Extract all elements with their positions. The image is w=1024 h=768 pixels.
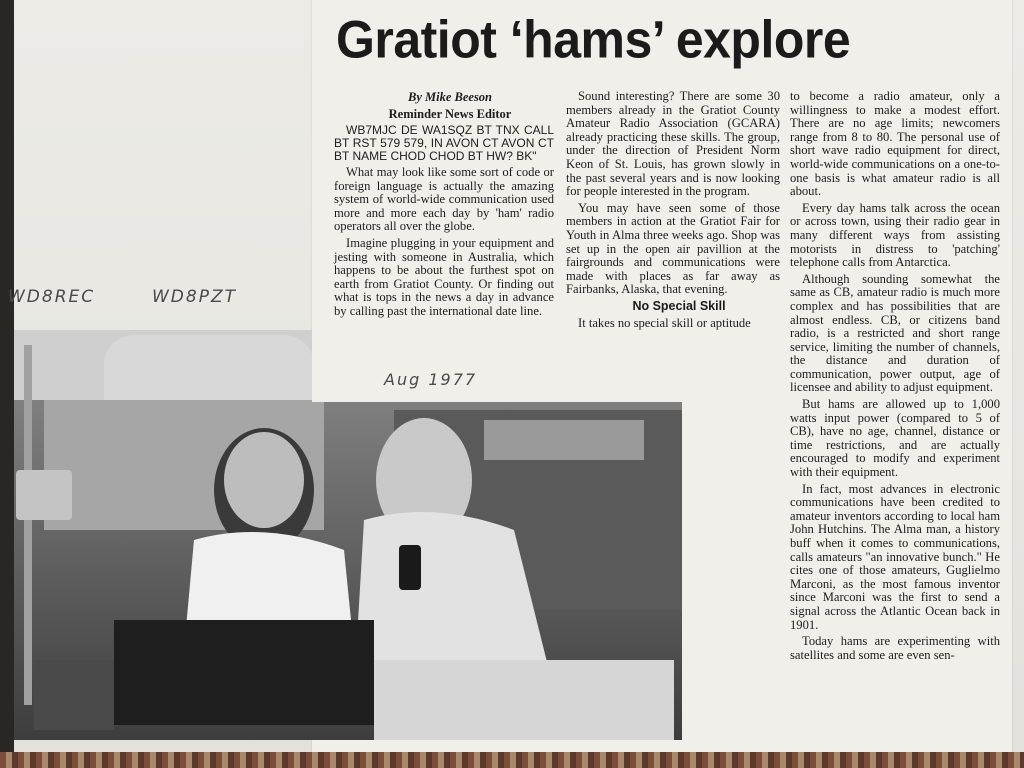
paragraph: You may have seen some of those members in action at the Gratiot Fair for Youth in Alma three weeks ago. Shop was set up in the open air pavillion at the fairgrounds and communications were made with places as far away as Fairbanks, Alaska, that evening. [566, 200, 780, 297]
paragraph: It takes no special skill or aptitude [578, 315, 751, 330]
paragraph: Today hams are experimenting with satellites and some are even sen- [790, 634, 1000, 662]
handwritten-callsign: WD8PZT [152, 287, 237, 307]
paragraph: Imagine plugging in your equipment and jesting with someone in Australia, which happens to be about the furthest spot on earth from Gratiot County. Or finding out what is tops in the news a day in advance by calling past the international date line. [334, 235, 554, 318]
handwritten-date: Aug 1977 [384, 370, 478, 389]
article-column-3 [790, 90, 1000, 665]
headline: Gratiot ‘hams’ explore [336, 10, 851, 70]
lede-code-text: WB7MJC DE WA1SQZ BT TNX CALL BT RST 579 579, IN AVON CT AVON CT BT NAME CHOD CHOD BT HW? BK" [334, 123, 554, 163]
article-column-2 [566, 90, 780, 333]
paragraph: What may look like some sort of code or foreign language is actually the amazing system of world-wide communication used more and more each day by 'ham' radio operators all over the globe. [334, 165, 554, 234]
photo-notch [312, 330, 682, 402]
subhead: No Special Skill [632, 298, 726, 313]
paragraph: Every day hams talk across the ocean or across town, using their radio gear in many different ways from assisting motorists in distress to 'patching' telephone calls from Antarctica. [790, 200, 1000, 270]
article-column-1 [334, 90, 554, 322]
paragraph: Sound interesting? There are some 30 members already in the Gratiot County Amateur Radio Association (GCARA) already practicing these skills. The group, under the direction of President Norm Keon of St. Louis, has grown slowly in the past several years and is now looking for people interested in the program. [566, 89, 780, 199]
binder-edge [0, 0, 14, 768]
table-surface [0, 752, 1024, 768]
byline: By Mike Beeson [407, 90, 493, 104]
paragraph: In fact, most advances in electronic communications have been credited to amateur inventors according to local ham John Hutchins. The Alma man, a history buff when it comes to communications, calls amateurs "an innovative bunch." He cites one of those amateurs, Guglielmo Marconi, as the most famous inventor since Marconi was the first to send a signal across the Atlantic Ocean back in 1901. [790, 481, 1000, 632]
paragraph: But hams are allowed up to 1,000 watts input power (compared to 5 of CB), have no age, channel, distance or time restrictions, and are actually encouraged to modify and experiment with their equipment. [790, 397, 1000, 480]
handwritten-callsign: WD8REC [8, 287, 96, 307]
paragraph: to become a radio amateur, only a willingness to make a modest effort. There are no age limits; newcomers range from 8 to 80. The personal use of short wave radio equipment for direct, world-wide communications on a one-to-one basis is what amateur radio is all about. [790, 89, 1000, 199]
byline-role: Reminder News Editor [388, 107, 512, 121]
paragraph: Although sounding somewhat the same as CB, amateur radio is much more complex and has possibilities that are almost endless. CB, or citizens band radio, is a restricted and short range service, limiting the number of channels, the distance and duration of communication, power output, age of licensee and ability to adjust equipment. [790, 271, 1000, 395]
